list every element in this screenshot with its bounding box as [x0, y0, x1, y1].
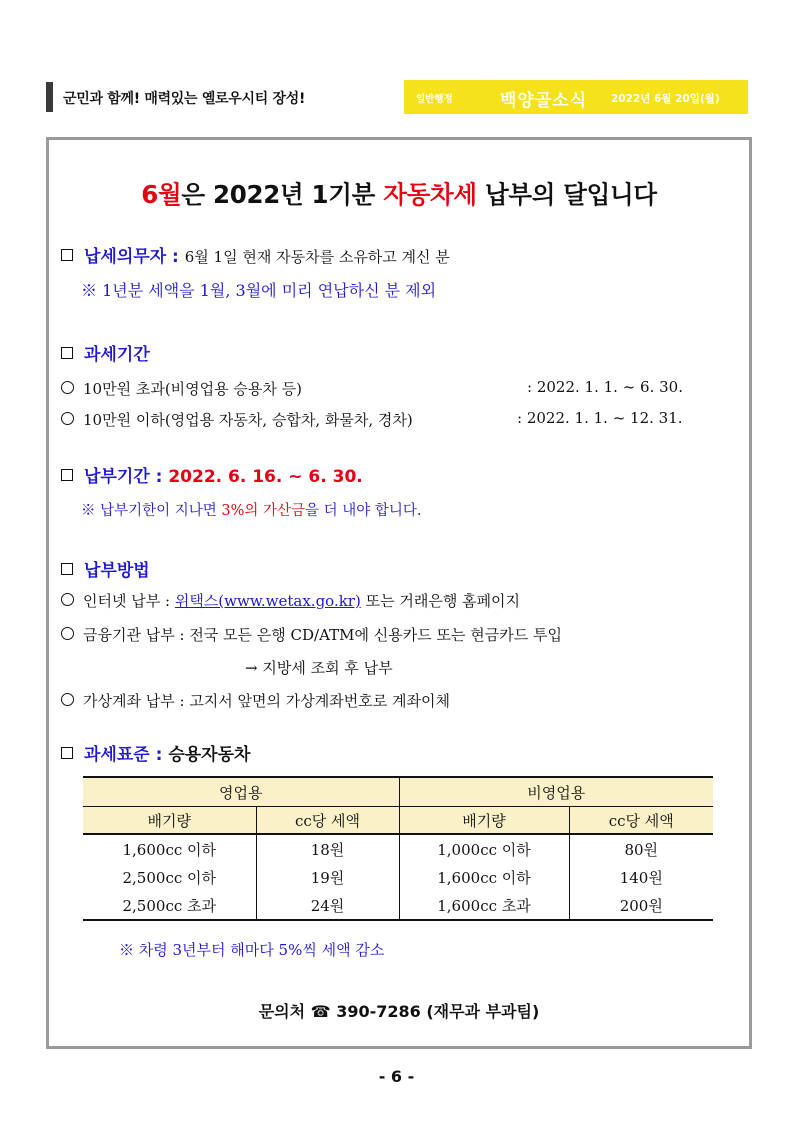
section-payment-period [61, 462, 363, 487]
section-period [61, 340, 150, 365]
phone-icon: ☎ [310, 1002, 331, 1021]
checkbox-square-icon [61, 563, 73, 575]
period-desc: 10만원 초과(비영업용 승용차 등) [83, 380, 302, 398]
col-displacement: 배기량 [83, 807, 256, 835]
newsletter-title: 백양골소식 [500, 91, 588, 111]
table-cell: 2,500cc 초과 [83, 891, 256, 920]
table-cell: 80원 [624, 840, 659, 859]
contact-phone: 390-7286 (재무과 부과팀) [336, 1002, 540, 1021]
period-item [61, 409, 413, 430]
table-cell: 2,500cc 이하 [83, 863, 256, 891]
method-bank-continued: → 지방세 조회 후 납부 [245, 659, 393, 677]
payment-period-label: 납부기간 : [84, 467, 163, 487]
header-slogan: 군민과 함께! 매력있는 옐로우시티 장성! [63, 91, 306, 107]
table-row [83, 834, 713, 863]
method-text: 전국 모든 은행 CD/ATM에 신용카드 또는 현금카드 투입 [189, 626, 562, 644]
period-range: : 2022. 1. 1. ~ 6. 30. [527, 378, 683, 396]
method-internet [61, 590, 520, 611]
note-suffix: 을 더 내야 합니다. [305, 503, 422, 519]
header-category: 일반행정 [416, 94, 453, 105]
standard-label: 과세표준 : [84, 745, 163, 765]
contact-line [49, 999, 749, 1022]
header-accent-bar [46, 82, 53, 112]
standard-rest: 승용자동차 [168, 745, 251, 765]
title-text-1: 은 2022년 1기분 [181, 180, 384, 209]
col-displacement: 배기량 [399, 807, 569, 835]
title-text-2: 납부의 달입니다 [476, 180, 657, 209]
method-bank [61, 624, 562, 645]
section-methods [61, 556, 150, 581]
table-group-header [83, 777, 713, 807]
table-row [83, 891, 713, 920]
table-cell: 24원 [256, 891, 399, 920]
period-label: 과세기간 [84, 345, 150, 365]
note-highlight: 3%의 가산금 [221, 503, 306, 519]
taxpayer-note: ※ 1년분 세액을 1월, 3월에 미리 연납하신 분 제외 [81, 281, 437, 300]
methods-label: 납부방법 [84, 561, 150, 581]
period-item [61, 378, 302, 399]
period-desc: 10만원 이하(영업용 자동차, 승합차, 화물차, 경차) [83, 411, 413, 429]
checkbox-square-icon [61, 249, 73, 261]
checkbox-square-icon [61, 469, 73, 481]
method-label: 인터넷 납부 : [83, 592, 171, 610]
section-standard [61, 740, 250, 765]
table-cell: 1,600cc 이하 [399, 863, 569, 891]
table-cell: 1,600cc 초과 [399, 891, 569, 920]
section-taxpayer [61, 242, 450, 267]
table-cell: 19원 [256, 863, 399, 891]
table-column-header [83, 807, 713, 835]
checkbox-square-icon [61, 347, 73, 359]
table-cell: 1,000cc 이하 [399, 834, 569, 863]
taxpayer-label: 납세의무자 : [84, 247, 179, 267]
header-banner [404, 80, 748, 114]
col-tax: cc당 세액 [256, 807, 399, 835]
title-highlight: 자동차세 [383, 180, 477, 209]
table-cell: 1,600cc 이하 [83, 834, 256, 863]
table-cell: 200원 [569, 891, 713, 920]
table-cell: 18원 [256, 834, 399, 863]
payment-period-note [81, 499, 422, 520]
title-month: 6월 [141, 180, 182, 209]
circle-bullet-icon [61, 412, 74, 425]
taxpayer-text: 6월 1일 현재 자동차를 소유하고 계신 분 [184, 248, 450, 266]
header-date: 2022년 6월 20일(월) [611, 93, 720, 105]
page-number: - 6 - [378, 1067, 415, 1086]
col-tax: cc당 세액 [569, 807, 713, 835]
tax-rate-table [83, 776, 713, 921]
standard-note: ※ 차령 3년부터 해마다 5%씩 세액 감소 [119, 941, 385, 959]
header-nonbusiness: 비영업용 [399, 777, 713, 807]
period-range: : 2022. 1. 1. ~ 12. 31. [517, 409, 683, 427]
table-cell: 140원 [619, 868, 663, 887]
circle-bullet-icon [61, 593, 74, 606]
wetax-link[interactable]: 위택스(www.wetax.go.kr) [174, 592, 361, 610]
method-label: 가상계좌 납부 : [83, 692, 185, 710]
checkbox-square-icon [61, 747, 73, 759]
contact-label: 문의처 [258, 1002, 306, 1021]
header-business: 영업용 [83, 777, 399, 807]
page-header [46, 80, 748, 114]
notice-frame [46, 137, 752, 1049]
note-prefix: ※ 납부기한이 지나면 [81, 503, 222, 519]
table-row [83, 863, 713, 891]
method-label: 금융기관 납부 : [83, 626, 185, 644]
method-text: 고지서 앞면의 가상계좌번호로 계좌이체 [189, 692, 450, 710]
method-virtual [61, 690, 450, 711]
notice-title [49, 176, 749, 211]
payment-period-dates: 2022. 6. 16. ~ 6. 30. [168, 467, 363, 487]
circle-bullet-icon [61, 693, 74, 706]
method-text: 또는 거래은행 홈페이지 [360, 592, 521, 610]
circle-bullet-icon [61, 381, 74, 394]
circle-bullet-icon [61, 627, 74, 640]
